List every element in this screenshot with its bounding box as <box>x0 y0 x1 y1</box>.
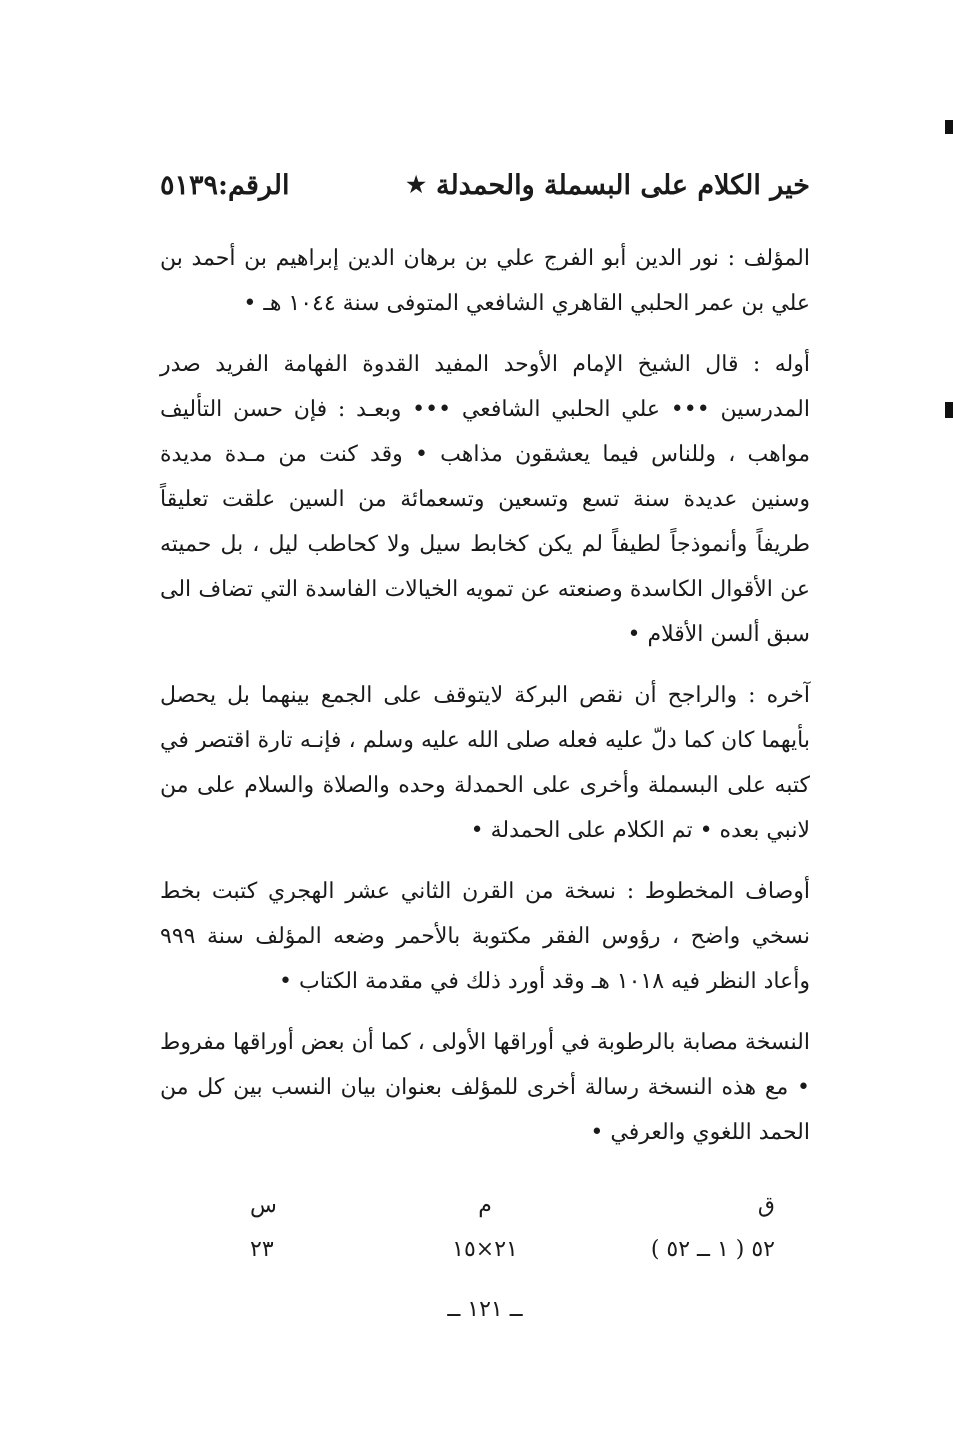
code-value: ٢٣ <box>250 1236 274 1262</box>
scan-edge-mark <box>945 402 953 418</box>
entry-header <box>160 160 810 210</box>
code-label: م <box>478 1192 492 1218</box>
code-label: ق <box>757 1192 775 1218</box>
codes-label-row <box>160 1183 810 1227</box>
title-block <box>406 170 810 201</box>
code-value: ٥٢ ( ١ ــ ٥٢ ) <box>650 1236 775 1262</box>
scan-edge-mark <box>945 120 953 134</box>
author-paragraph: المؤلف : نور الدين أبو الفرج علي بن برهان الدين إبراهيم بن أحمد بن علي بن عمر الحلبي القاهري الشافعي المتوفى سنة ١٠٤٤ هـ • <box>160 246 810 316</box>
star-icon: ★ <box>406 172 426 198</box>
entry-reference-number: الرقم:٥١٣٩ <box>160 169 290 201</box>
incipit-paragraph: أوله : قال الشيخ الإمام الأوحد المفيد القدوة الفهامة الفريد صدر المدرسين ••• علي الحلبي الشافعي ••• وبعـد : فإن حسن التأليف مواهب ، وللناس فيما يعشقون مذاهب • وقد كنت من مـدة مديدة وسنين عديدة سنة تسع وتسعين وتسعمائة من السين علقت تعليقاً طريفاً وأنموذجاً لطيفاً لم يكن كخابط سيل ولا كحاطب ليل ، بل حميته عن الأقوال الكاسدة وصنعته عن تمويه الخيالات الفاسدة التي تضاف الى سبق ألسن الأقلام • <box>160 352 811 647</box>
page-number: ــ ١٢١ ــ <box>447 1297 523 1322</box>
entry-title: خير الكلام على البسملة والحمدلة <box>435 169 810 201</box>
code-label: س <box>250 1192 277 1218</box>
manuscript-description-paragraph: أوصاف المخطوط : نسخة من القرن الثاني عشر الهجري كتبت بخط نسخي واضح ، رؤوس الفقر مكتوبة بالأحمر وضعه المؤلف سنة ٩٩٩ وأعاد النظر فيه ١٠١٨ هـ وقد أورد ذلك في مقدمة الكتاب • <box>160 879 810 994</box>
condition-paragraph: النسخة مصابة بالرطوبة في أوراقها الأولى ، كما أن بعض أوراقها مفروط • مع هذه النسخة رسالة أخرى للمؤلف بعنوان بيان النسب بين كل من الحمد اللغوي والعرفي • <box>160 1030 810 1145</box>
manuscript-codes <box>160 1183 810 1271</box>
codes-value-row <box>160 1227 810 1271</box>
code-value: ٢١×١٥ <box>452 1236 518 1262</box>
explicit-paragraph: آخره : والراجح أن نقص البركة لايتوقف على الجمع بينهما بل يحصل بأيهما كان كما دلّ عليه فعله صلى الله عليه وسلم ، فإنـه تارة اقتصر في كتبه على البسملة وأخرى على الحمدلة وحده والصلاة والسلام على من لانبي بعده • تم الكلام على الحمدلة • <box>160 683 810 843</box>
document-page <box>160 150 810 1322</box>
